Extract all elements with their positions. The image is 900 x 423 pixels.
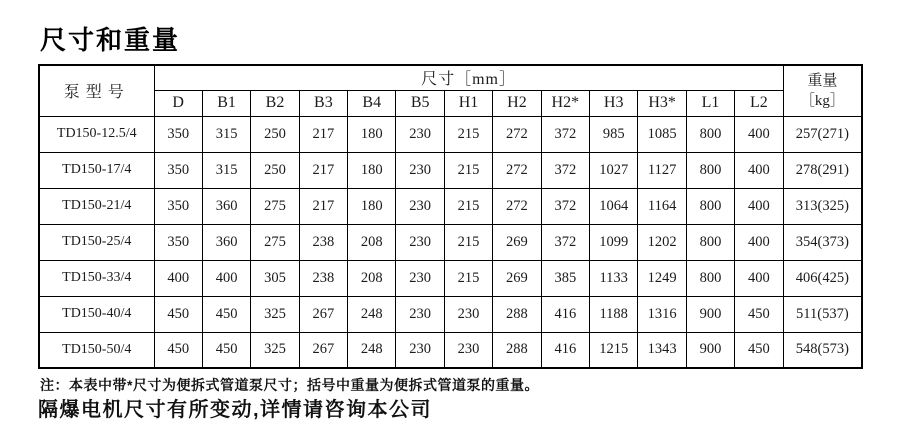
dimension-cell: 267 xyxy=(299,296,347,332)
table-row xyxy=(39,116,862,152)
dimension-cell: 400 xyxy=(202,260,250,296)
dimension-cell: 1188 xyxy=(590,296,638,332)
pump-model-cell: TD150-40/4 xyxy=(39,296,154,332)
dimension-cell: 800 xyxy=(686,152,734,188)
dimensions-weight-table xyxy=(38,64,863,369)
dimension-cell: 230 xyxy=(396,296,444,332)
weight-cell: 511(537) xyxy=(783,296,862,332)
column-header-d: D xyxy=(154,90,202,116)
footnote-asterisk-note: 注：本表中带*尺寸为便拆式管道泵尺寸；括号中重量为便拆式管道泵的重量。 xyxy=(40,377,539,393)
table-body xyxy=(39,116,862,368)
weight-header-line2: ［kg］ xyxy=(799,92,845,109)
column-header-l2: L2 xyxy=(735,90,783,116)
column-header-h1: H1 xyxy=(444,90,492,116)
weight-cell: 257(271) xyxy=(783,116,862,152)
dimension-cell: 1316 xyxy=(638,296,686,332)
dimension-cell: 208 xyxy=(348,260,396,296)
dimension-cell: 248 xyxy=(348,332,396,368)
dimension-cell: 400 xyxy=(735,260,783,296)
dimension-cell: 215 xyxy=(444,152,492,188)
dimension-cell: 1215 xyxy=(590,332,638,368)
table-row xyxy=(39,296,862,332)
column-header-b4: B4 xyxy=(348,90,396,116)
dimension-cell: 238 xyxy=(299,260,347,296)
dimension-cell: 272 xyxy=(493,152,541,188)
dimension-cell: 372 xyxy=(541,188,589,224)
dimension-cell: 230 xyxy=(396,116,444,152)
pump-model-column-header: 泵型号 xyxy=(39,65,154,116)
dimension-cell: 272 xyxy=(493,188,541,224)
dimension-cell: 350 xyxy=(154,116,202,152)
dimension-cell: 360 xyxy=(202,188,250,224)
dimension-cell: 269 xyxy=(493,260,541,296)
dimension-cell: 372 xyxy=(541,224,589,260)
dimension-cell: 350 xyxy=(154,188,202,224)
dimension-cell: 400 xyxy=(735,188,783,224)
dimension-cell: 230 xyxy=(444,296,492,332)
dimension-cell: 800 xyxy=(686,116,734,152)
table-row xyxy=(39,260,862,296)
footnote-motor-note: 隔爆电机尺寸有所变动,详情请咨询本公司 xyxy=(38,399,433,421)
dimension-cell: 230 xyxy=(396,152,444,188)
dimension-cell: 450 xyxy=(154,296,202,332)
table-row xyxy=(39,224,862,260)
page-title: 尺寸和重量 xyxy=(40,25,181,55)
dimension-cell: 267 xyxy=(299,332,347,368)
dimension-cell: 800 xyxy=(686,224,734,260)
dimension-cell: 800 xyxy=(686,260,734,296)
dimension-cell: 1027 xyxy=(590,152,638,188)
dimension-cell: 1099 xyxy=(590,224,638,260)
column-header-l1: L1 xyxy=(686,90,734,116)
pump-model-cell: TD150-17/4 xyxy=(39,152,154,188)
column-header-h2: H2 xyxy=(493,90,541,116)
weight-cell: 406(425) xyxy=(783,260,862,296)
dimension-cell: 215 xyxy=(444,224,492,260)
dimension-cell: 900 xyxy=(686,332,734,368)
dimension-cell: 400 xyxy=(735,152,783,188)
weight-header-line1: 重量 xyxy=(807,72,838,89)
header-row-1 xyxy=(39,65,862,90)
dimension-cell: 400 xyxy=(735,116,783,152)
dimension-cell: 180 xyxy=(348,152,396,188)
pump-model-cell: TD150-50/4 xyxy=(39,332,154,368)
column-header-b1: B1 xyxy=(202,90,250,116)
dimension-cell: 250 xyxy=(251,116,299,152)
dimension-cell: 230 xyxy=(444,332,492,368)
dimension-cell: 288 xyxy=(493,296,541,332)
dimension-cell: 230 xyxy=(396,332,444,368)
dimension-cell: 230 xyxy=(396,188,444,224)
dimension-cell: 1202 xyxy=(638,224,686,260)
dimension-cell: 416 xyxy=(541,296,589,332)
dimension-cell: 217 xyxy=(299,188,347,224)
weight-cell: 354(373) xyxy=(783,224,862,260)
column-header-b3: B3 xyxy=(299,90,347,116)
dimension-cell: 250 xyxy=(251,152,299,188)
dimension-cell: 450 xyxy=(735,332,783,368)
dimension-cell: 450 xyxy=(154,332,202,368)
dimension-cell: 900 xyxy=(686,296,734,332)
column-header-b5: B5 xyxy=(396,90,444,116)
weight-cell: 278(291) xyxy=(783,152,862,188)
dimension-cell: 450 xyxy=(735,296,783,332)
dimension-cell: 248 xyxy=(348,296,396,332)
dimension-cell: 288 xyxy=(493,332,541,368)
dimension-cell: 180 xyxy=(348,116,396,152)
dimension-cell: 272 xyxy=(493,116,541,152)
dimension-cell: 1164 xyxy=(638,188,686,224)
dimension-cell: 315 xyxy=(202,152,250,188)
dimension-cell: 985 xyxy=(590,116,638,152)
pump-model-cell: TD150-25/4 xyxy=(39,224,154,260)
dimension-cell: 385 xyxy=(541,260,589,296)
dimension-cell: 217 xyxy=(299,152,347,188)
column-header-h3: H3 xyxy=(590,90,638,116)
weight-cell: 313(325) xyxy=(783,188,862,224)
dimension-cell: 230 xyxy=(396,260,444,296)
dimension-cell: 215 xyxy=(444,188,492,224)
dimension-cell: 1133 xyxy=(590,260,638,296)
dimension-cell: 1127 xyxy=(638,152,686,188)
dimension-cell: 450 xyxy=(202,332,250,368)
table-row xyxy=(39,152,862,188)
weight-cell: 548(573) xyxy=(783,332,862,368)
table-row xyxy=(39,188,862,224)
dimension-cell: 372 xyxy=(541,152,589,188)
dimension-cell: 416 xyxy=(541,332,589,368)
dimension-cell: 800 xyxy=(686,188,734,224)
pump-model-cell: TD150-12.5/4 xyxy=(39,116,154,152)
dimension-cell: 217 xyxy=(299,116,347,152)
dimension-cell: 400 xyxy=(154,260,202,296)
dimension-cell: 230 xyxy=(396,224,444,260)
dimension-cell: 275 xyxy=(251,224,299,260)
dimension-cell: 350 xyxy=(154,152,202,188)
dimension-cell: 350 xyxy=(154,224,202,260)
table-row xyxy=(39,332,862,368)
dimension-cell: 1085 xyxy=(638,116,686,152)
dimension-cell: 238 xyxy=(299,224,347,260)
dimensions-group-header: 尺寸［mm］ xyxy=(154,65,783,90)
dimension-cell: 1064 xyxy=(590,188,638,224)
dimension-cell: 315 xyxy=(202,116,250,152)
column-header-h2-star: H2* xyxy=(541,90,589,116)
dimension-cell: 325 xyxy=(251,332,299,368)
column-header-h3-star: H3* xyxy=(638,90,686,116)
header-row-2 xyxy=(39,90,862,116)
dimension-cell: 325 xyxy=(251,296,299,332)
weight-column-header xyxy=(783,65,862,116)
dimension-cell: 372 xyxy=(541,116,589,152)
dimension-cell: 275 xyxy=(251,188,299,224)
dimension-cell: 400 xyxy=(735,224,783,260)
dimension-cell: 215 xyxy=(444,260,492,296)
dimension-cell: 1249 xyxy=(638,260,686,296)
dimension-cell: 215 xyxy=(444,116,492,152)
dimension-cell: 208 xyxy=(348,224,396,260)
dimension-cell: 269 xyxy=(493,224,541,260)
pump-model-cell: TD150-21/4 xyxy=(39,188,154,224)
dimension-cell: 1343 xyxy=(638,332,686,368)
pump-model-cell: TD150-33/4 xyxy=(39,260,154,296)
dimension-cell: 360 xyxy=(202,224,250,260)
dimension-cell: 305 xyxy=(251,260,299,296)
dimension-cell: 180 xyxy=(348,188,396,224)
column-header-b2: B2 xyxy=(251,90,299,116)
table-header xyxy=(39,65,862,116)
dimension-cell: 450 xyxy=(202,296,250,332)
